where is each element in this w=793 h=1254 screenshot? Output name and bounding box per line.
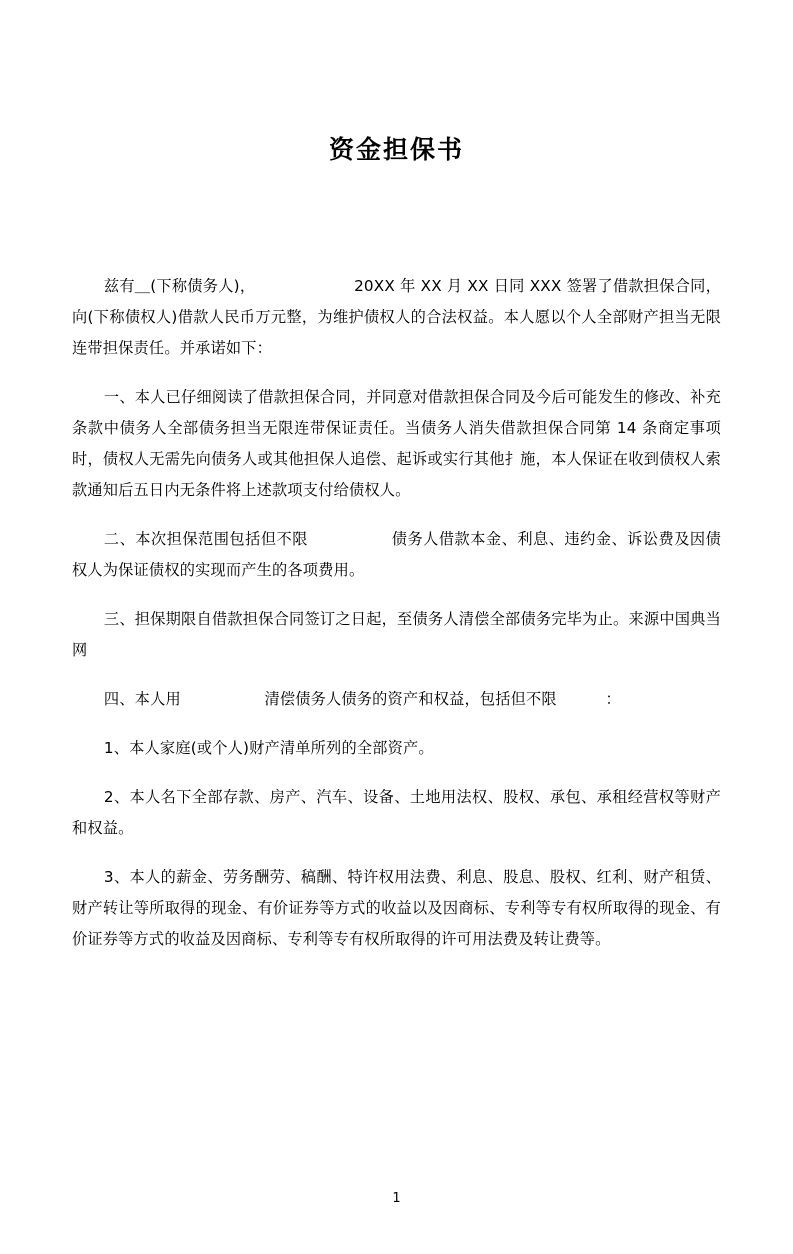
document-body — [72, 271, 721, 955]
paragraph-item-4-1 — [72, 733, 721, 764]
paragraph-item-4-1-text: 1、本人家庭(或个人)财产清单所列的全部资产。 — [103, 739, 434, 757]
paragraph-item-2 — [72, 524, 721, 586]
paragraph-item-1 — [72, 382, 721, 506]
paragraph-item-4-part-1: 四、本人用 — [103, 690, 181, 708]
paragraph-item-3-text: 三、担保期限自借款担保合同签订之日起，至债务人清偿全部债务完毕为止。来源中国典当网 — [72, 610, 721, 659]
paragraph-item-4-3-text: 3、本人的薪金、劳务酬劳、稿酬、特许权用法费、利息、股息、股权、红利、财产租赁、财产转让等所取得的现金、有价证券等方式的收益以及因商标、专利等专有权所取得的现金、有价证券等方式的收益及因商标、专利等专有权所取得的许可用法费及转让费等。 — [72, 868, 721, 948]
paragraph-item-2-part-1: 二、本次担保范围包括但不限 — [103, 530, 308, 548]
page-number: 1 — [392, 1191, 401, 1206]
document-page — [0, 132, 793, 1254]
paragraph-item-4-2 — [72, 782, 721, 844]
paragraph-item-3 — [72, 604, 721, 666]
paragraph-item-4-part-3: ： — [605, 690, 621, 708]
paragraph-item-4-3 — [72, 862, 721, 955]
paragraph-intro-part-1: 兹有＿(下称债务人)， — [103, 277, 256, 295]
paragraph-item-1-text: 一、本人已仔细阅读了借款担保合同，并同意对借款担保合同及今后可能发生的修改、补充条款中债务人全部债务担当无限连带保证责任。当债务人消失借款担保合同第 14 条商定事项时，债权人无需先向债务人或其他担保人追偿、起诉或实行其他扌施，本人保证在收到债权人索款通知后五日内无条件将上述款项支付给债权人。 — [72, 388, 721, 499]
paragraph-item-4-2-text: 2、本人名下全部存款、房产、汽车、设备、土地用法权、股权、承包、承租经营权等财产和权益。 — [72, 788, 721, 837]
paragraph-item-4-part-2: 清偿债务人债务的资产和权益，包括但不限 — [264, 690, 557, 708]
paragraph-intro — [72, 271, 721, 364]
page-title: 资金担保书 — [328, 135, 464, 164]
paragraph-item-2-part-2: 债务人借款本金、利息、违约金、诉讼费及因债权人为保证债权的实现而产生的各项费用。 — [72, 530, 721, 579]
paragraph-intro-part-2: 20XX 年 XX 月 XX 日同 XXX 签署了借款担保合同，向(下称债权人)借款人民币万元整，为维护债权人的合法权益。本人愿以个人全部财产担当无限连带担保责任。并承诺如下： — [72, 277, 721, 357]
paragraph-item-4 — [72, 684, 721, 715]
